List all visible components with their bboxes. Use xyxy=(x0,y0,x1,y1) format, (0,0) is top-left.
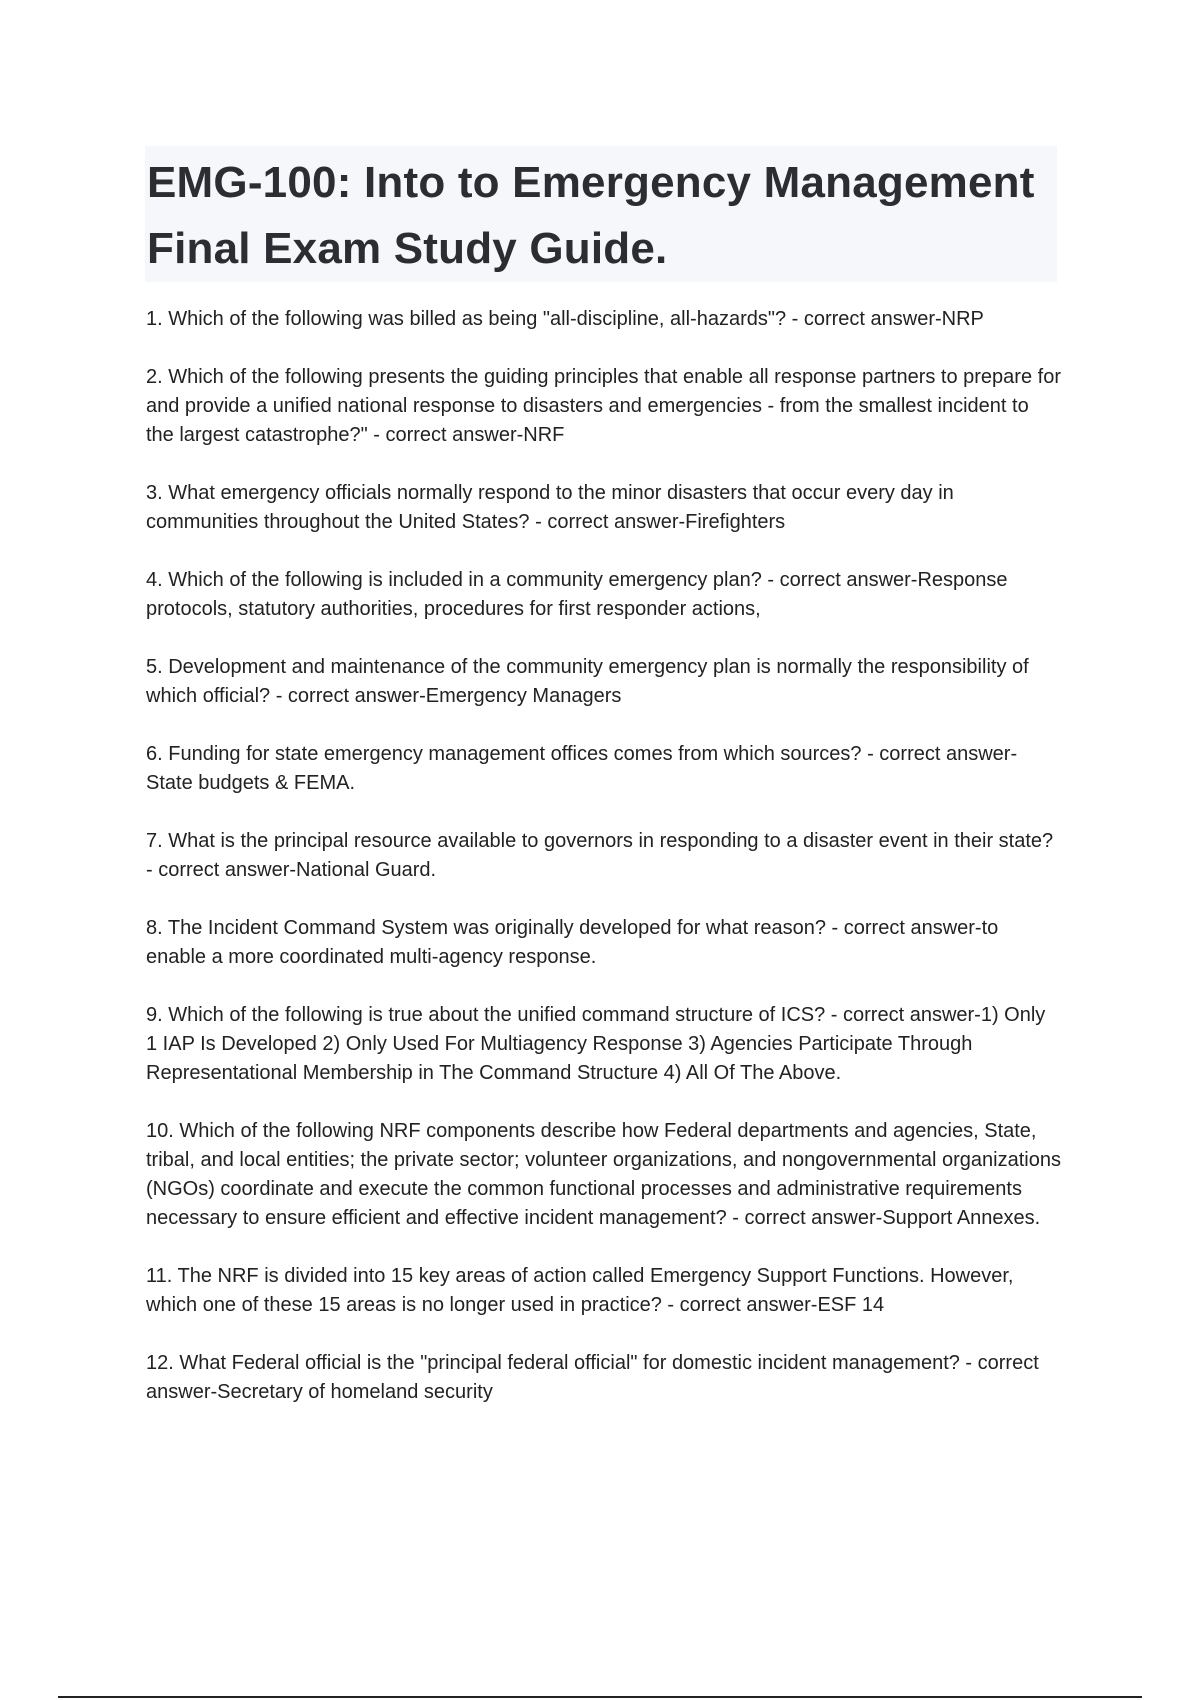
question-item-9: 9. Which of the following is true about the unified command structure of ICS? - correct answer-1) Only 1 IAP Is Developed 2) Only Used For Multiagency Response 3) Agencies Participate Through Representational Membership in The Command Structure 4) All Of The Above. xyxy=(146,1004,1046,1084)
title-banner xyxy=(145,146,1057,282)
question-item-6: 6. Funding for state emergency management offices comes from which sources? - correct answer-State budgets & FEMA. xyxy=(146,743,1018,794)
question-item-12: 12. What Federal official is the "principal federal official" for domestic incident management? - correct answer-Secretary of homeland security xyxy=(146,1352,1039,1403)
question-item-8: 8. The Incident Command System was originally developed for what reason? - correct answer-to enable a more coordinated multi-agency response. xyxy=(146,917,999,968)
document-title: EMG-100: Into to Emergency Management Final Exam Study Guide. xyxy=(147,158,1035,273)
question-item-5: 5. Development and maintenance of the community emergency plan is normally the responsibility of which official? - correct answer-Emergency Managers xyxy=(146,656,1029,707)
question-item-11: 11. The NRF is divided into 15 key areas of action called Emergency Support Functions. However, which one of these 15 areas is no longer used in practice? - correct answer-ESF 14 xyxy=(146,1265,1014,1316)
question-item-4: 4. Which of the following is included in a community emergency plan? - correct answer-Response protocols, statutory authorities, procedures for first responder actions, xyxy=(146,569,1008,620)
question-item-1: 1. Which of the following was billed as being "all-discipline, all-hazards"? - correct answer-NRP xyxy=(146,308,984,330)
page-divider xyxy=(58,1696,1142,1698)
question-item-7: 7. What is the principal resource available to governors in responding to a disaster event in their state? - correct answer-National Guard. xyxy=(146,830,1054,881)
question-item-10: 10. Which of the following NRF components describe how Federal departments and agencies, State, tribal, and local entities; the private sector; volunteer organizations, and nongovernmental organizations (NGOs) coordinate and execute the common functional processes and administrative requirements necessary to ensure efficient and effective incident management? - correct answer-Support Annexes. xyxy=(146,1120,1061,1229)
question-item-2: 2. Which of the following presents the guiding principles that enable all response partners to prepare for and provide a unified national response to disasters and emergencies - from the smallest incident to the largest catastrophe?" - correct answer-NRF xyxy=(146,366,1061,446)
question-list xyxy=(146,305,1061,1436)
question-item-3: 3. What emergency officials normally respond to the minor disasters that occur every day in communities throughout the United States? - correct answer-Firefighters xyxy=(146,482,954,533)
